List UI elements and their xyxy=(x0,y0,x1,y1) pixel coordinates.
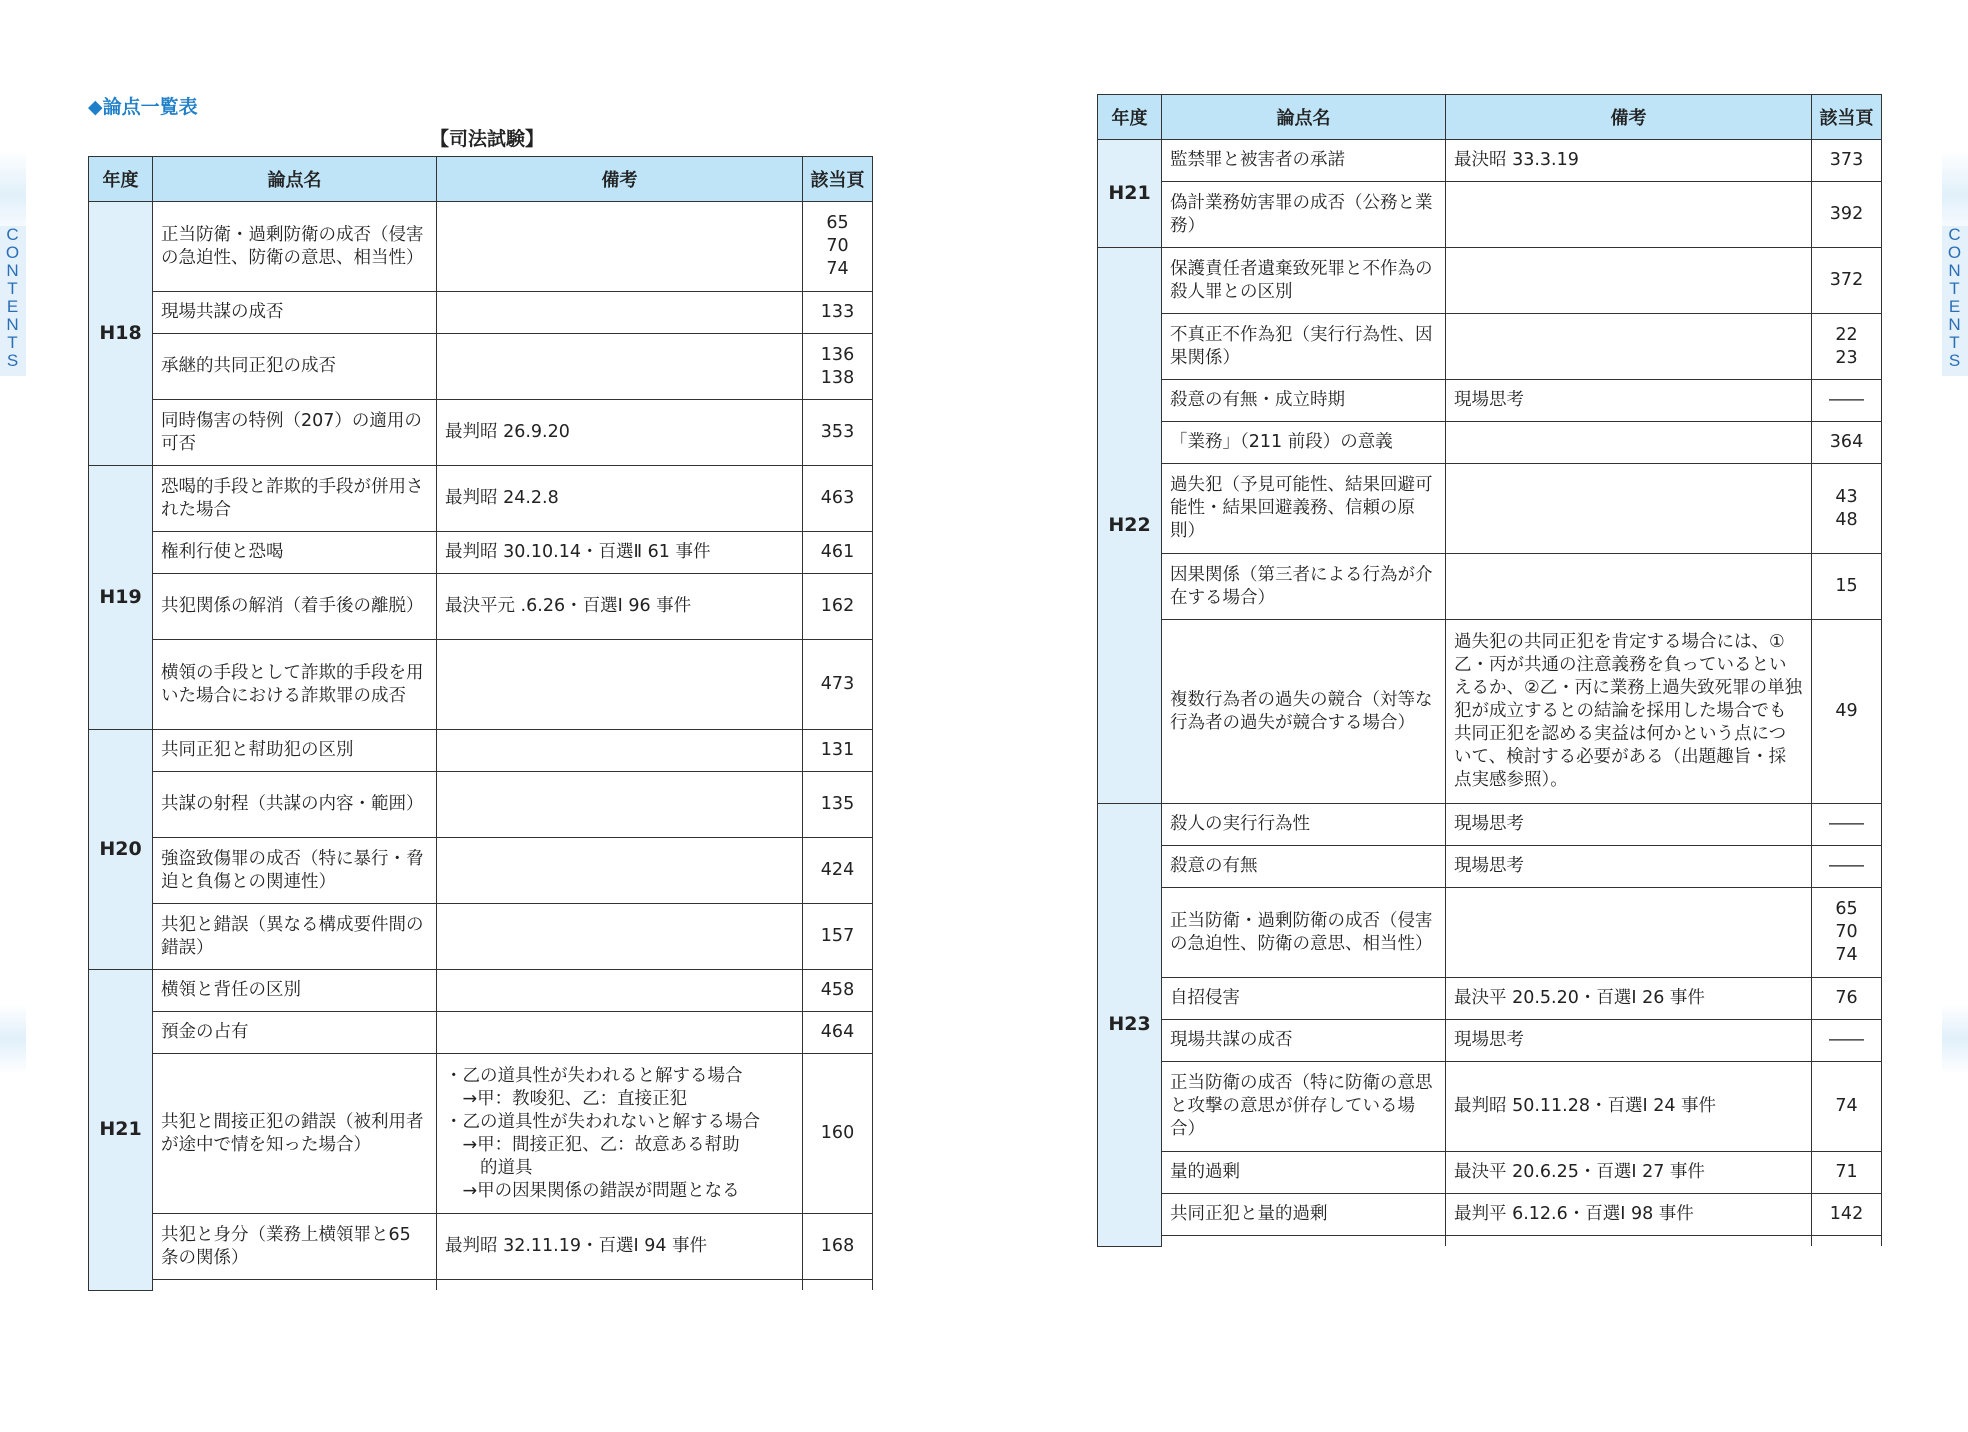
topic-cell: 同時傷害の特例（207）の適用の可否 xyxy=(153,400,437,466)
topic-cell: 量的過剰 xyxy=(1162,1152,1446,1194)
column-header-note: 備考 xyxy=(437,157,803,202)
page-cell: 49 xyxy=(1812,620,1882,804)
table-row xyxy=(1098,978,1882,1020)
table-row xyxy=(1098,620,1882,804)
note-cell xyxy=(437,640,803,730)
topic-cell: 現場共謀の成否 xyxy=(1162,1020,1446,1062)
table-row xyxy=(89,400,873,466)
page-cell: 424 xyxy=(803,838,873,904)
page-cell: 131 xyxy=(803,730,873,772)
column-header-year: 年度 xyxy=(89,157,153,202)
left-topic-table xyxy=(88,156,873,1291)
side-tab-fade-left-bottom xyxy=(0,1004,26,1074)
note-cell xyxy=(437,730,803,772)
note-cell: 現場思考 xyxy=(1446,804,1812,846)
column-header-year: 年度 xyxy=(1098,95,1162,140)
page-cell: 392 xyxy=(1812,182,1882,248)
topic-cell: 横領と背任の区別 xyxy=(153,970,437,1012)
table-row xyxy=(89,838,873,904)
year-cell: H21 xyxy=(1098,140,1162,248)
topic-cell: 「業務」（211 前段）の意義 xyxy=(1162,422,1446,464)
topic-cell: 承継的共同正犯の成否 xyxy=(153,334,437,400)
page-cell: 135 xyxy=(803,772,873,838)
table-row xyxy=(1098,804,1882,846)
note-cell: 最決平元 .6.26・百選Ⅰ 96 事件 xyxy=(437,574,803,640)
table-row xyxy=(1098,314,1882,380)
note-cell: 最判昭 32.11.19・百選Ⅰ 94 事件 xyxy=(437,1214,803,1280)
page-cell: 458 xyxy=(803,970,873,1012)
note-cell xyxy=(437,1012,803,1054)
note-cell: 最決昭 33.3.19 xyxy=(1446,140,1812,182)
page-cell: 76 xyxy=(1812,978,1882,1020)
note-cell: 最判昭 26.9.20 xyxy=(437,400,803,466)
empty-cell xyxy=(1446,1236,1812,1247)
note-cell: 現場思考 xyxy=(1446,1020,1812,1062)
table-header-row xyxy=(1098,95,1882,140)
page-cell: 473 xyxy=(803,640,873,730)
table-row xyxy=(1098,846,1882,888)
page-cell: 464 xyxy=(803,1012,873,1054)
note-cell: 最判昭 24.2.8 xyxy=(437,466,803,532)
topic-cell: 共謀の射程（共謀の内容・範囲） xyxy=(153,772,437,838)
note-cell xyxy=(1446,422,1812,464)
table-row xyxy=(1098,1062,1882,1152)
page-cell: 15 xyxy=(1812,554,1882,620)
column-header-page: 該当頁 xyxy=(1812,95,1882,140)
table-row xyxy=(1098,1020,1882,1062)
column-header-topic: 論点名 xyxy=(1162,95,1446,140)
note-cell xyxy=(437,772,803,838)
year-cell: H21 xyxy=(89,970,153,1291)
empty-cell xyxy=(803,1280,873,1291)
right-topic-table xyxy=(1097,94,1882,1247)
table-row xyxy=(89,640,873,730)
topic-cell: 正当防衛・過剰防衛の成否（侵害の急迫性、防衛の意思、相当性） xyxy=(1162,888,1446,978)
page-cell: 157 xyxy=(803,904,873,970)
table-row xyxy=(1098,380,1882,422)
topic-cell: 殺意の有無 xyxy=(1162,846,1446,888)
table-row xyxy=(89,1054,873,1214)
topic-cell: 共犯関係の解消（着手後の離脱） xyxy=(153,574,437,640)
continued-row xyxy=(89,1280,873,1291)
note-cell xyxy=(437,202,803,292)
page-cell: 22 23 xyxy=(1812,314,1882,380)
table-row xyxy=(1098,1152,1882,1194)
empty-cell xyxy=(437,1280,803,1291)
note-cell xyxy=(1446,554,1812,620)
page-cell: 168 xyxy=(803,1214,873,1280)
table-row xyxy=(1098,888,1882,978)
table-row xyxy=(1098,140,1882,182)
table-row xyxy=(1098,248,1882,314)
table-row xyxy=(89,904,873,970)
topic-cell: 権利行使と恐喝 xyxy=(153,532,437,574)
topic-cell: 不真正不作為犯（実行行為性、因果関係） xyxy=(1162,314,1446,380)
note-cell xyxy=(1446,248,1812,314)
topic-cell: 自招侵害 xyxy=(1162,978,1446,1020)
column-header-topic: 論点名 xyxy=(153,157,437,202)
note-cell: 最判昭 50.11.28・百選Ⅰ 24 事件 xyxy=(1446,1062,1812,1152)
topic-cell: 現場共謀の成否 xyxy=(153,292,437,334)
note-cell xyxy=(437,970,803,1012)
table-row xyxy=(89,202,873,292)
page-heading: ◆論点一覧表 xyxy=(88,96,198,118)
topic-cell: 強盗致傷罪の成否（特に暴行・脅迫と負傷との関連性） xyxy=(153,838,437,904)
side-label-right: C O N T E N T S xyxy=(1947,225,1963,370)
topic-cell: 複数行為者の過失の競合（対等な行為者の過失が競合する場合） xyxy=(1162,620,1446,804)
page-cell: 65 70 74 xyxy=(1812,888,1882,978)
topic-cell: 監禁罪と被害者の承諾 xyxy=(1162,140,1446,182)
topic-cell: 殺意の有無・成立時期 xyxy=(1162,380,1446,422)
page-cell: ―― xyxy=(1812,380,1882,422)
empty-cell xyxy=(153,1280,437,1291)
table-row xyxy=(89,730,873,772)
year-cell: H19 xyxy=(89,466,153,730)
table-row xyxy=(1098,1194,1882,1236)
page-cell: 74 xyxy=(1812,1062,1882,1152)
topic-cell: 共犯と錯誤（異なる構成要件間の錯誤） xyxy=(153,904,437,970)
note-cell xyxy=(1446,464,1812,554)
side-label-left: C O N T E N T S xyxy=(5,225,21,370)
empty-cell xyxy=(1812,1236,1882,1247)
left-table-clip xyxy=(80,150,880,1306)
page-cell: 463 xyxy=(803,466,873,532)
page-cell: 461 xyxy=(803,532,873,574)
topic-cell: 横領の手段として詐欺的手段を用いた場合における詐欺罪の成否 xyxy=(153,640,437,730)
empty-cell xyxy=(1162,1236,1446,1247)
topic-cell: 因果関係（第三者による行為が介在する場合） xyxy=(1162,554,1446,620)
note-cell: 最判平 6.12.6・百選Ⅰ 98 事件 xyxy=(1446,1194,1812,1236)
note-cell xyxy=(1446,314,1812,380)
table-row xyxy=(1098,182,1882,248)
page-cell: 43 48 xyxy=(1812,464,1882,554)
topic-cell: 正当防衛の成否（特に防衛の意思と攻撃の意思が併存している場合） xyxy=(1162,1062,1446,1152)
page-cell: ―― xyxy=(1812,804,1882,846)
table-row xyxy=(89,334,873,400)
topic-cell: 偽計業務妨害罪の成否（公務と業務） xyxy=(1162,182,1446,248)
topic-cell: 恐喝的手段と詐欺的手段が併用された場合 xyxy=(153,466,437,532)
note-cell: 最決平 20.6.25・百選Ⅰ 27 事件 xyxy=(1446,1152,1812,1194)
note-cell xyxy=(1446,182,1812,248)
table-row xyxy=(1098,554,1882,620)
table-row xyxy=(89,1214,873,1280)
topic-cell: 共同正犯と幇助犯の区別 xyxy=(153,730,437,772)
table-row xyxy=(89,970,873,1012)
page-cell: 162 xyxy=(803,574,873,640)
topic-cell: 過失犯（予見可能性、結果回避可能性・結果回避義務、信頼の原則） xyxy=(1162,464,1446,554)
note-cell: 現場思考 xyxy=(1446,846,1812,888)
topic-cell: 預金の占有 xyxy=(153,1012,437,1054)
note-cell: 現場思考 xyxy=(1446,380,1812,422)
table-header-row xyxy=(89,157,873,202)
year-cell: H22 xyxy=(1098,248,1162,804)
page-cell: 373 xyxy=(1812,140,1882,182)
note-cell xyxy=(437,838,803,904)
topic-cell: 共犯と間接正犯の錯誤（被利用者が途中で情を知った場合） xyxy=(153,1054,437,1214)
page-cell: 136 138 xyxy=(803,334,873,400)
page-cell: 372 xyxy=(1812,248,1882,314)
column-header-note: 備考 xyxy=(1446,95,1812,140)
note-cell xyxy=(1446,888,1812,978)
page-cell: 142 xyxy=(1812,1194,1882,1236)
page-cell: 364 xyxy=(1812,422,1882,464)
table-caption: 【司法試験】 xyxy=(430,128,545,150)
note-cell xyxy=(437,334,803,400)
table-row xyxy=(89,292,873,334)
topic-cell: 正当防衛・過剰防衛の成否（侵害の急迫性、防衛の意思、相当性） xyxy=(153,202,437,292)
side-tab-fade-right-bottom xyxy=(1942,1004,1968,1074)
topic-cell: 殺人の実行行為性 xyxy=(1162,804,1446,846)
year-cell: H20 xyxy=(89,730,153,970)
table-row xyxy=(1098,422,1882,464)
continued-row xyxy=(1098,1236,1882,1247)
table-row xyxy=(89,466,873,532)
note-cell: 最判昭 30.10.14・百選Ⅱ 61 事件 xyxy=(437,532,803,574)
table-row xyxy=(89,1012,873,1054)
table-row xyxy=(89,574,873,640)
page-cell: 160 xyxy=(803,1054,873,1214)
right-table-clip xyxy=(1090,88,1890,1266)
note-cell: 最決平 20.5.20・百選Ⅰ 26 事件 xyxy=(1446,978,1812,1020)
note-cell xyxy=(437,292,803,334)
year-cell: H23 xyxy=(1098,804,1162,1247)
page-cell: ―― xyxy=(1812,846,1882,888)
year-cell: H18 xyxy=(89,202,153,466)
page-cell: 133 xyxy=(803,292,873,334)
note-cell: 過失犯の共同正犯を肯定する場合には、①乙・丙が共通の注意義務を負っているといえるか、②乙・丙に業務上過失致死罪の単独犯が成立するとの結論を採用した場合でも共同正犯を認める実益は何かという点について、検討する必要がある（出題趣旨・採点実感参照）。 xyxy=(1446,620,1812,804)
topic-cell: 保護責任者遺棄致死罪と不作為の殺人罪との区別 xyxy=(1162,248,1446,314)
topic-cell: 共犯と身分（業務上横領罪と65 条の関係） xyxy=(153,1214,437,1280)
page-cell: ―― xyxy=(1812,1020,1882,1062)
page-cell: 71 xyxy=(1812,1152,1882,1194)
column-header-page: 該当頁 xyxy=(803,157,873,202)
page-cell: 353 xyxy=(803,400,873,466)
note-cell: ・乙の道具性が失われると解する場合 →甲：教唆犯、乙：直接正犯 ・乙の道具性が失われないと解する場合 →甲：間接正犯、乙：故意ある幇助 的道具 →甲の因果関係の錯誤が問題となる xyxy=(437,1054,803,1214)
topic-cell: 共同正犯と量的過剰 xyxy=(1162,1194,1446,1236)
table-row xyxy=(89,772,873,838)
table-row xyxy=(89,532,873,574)
page-cell: 65 70 74 xyxy=(803,202,873,292)
table-row xyxy=(1098,464,1882,554)
note-cell xyxy=(437,904,803,970)
